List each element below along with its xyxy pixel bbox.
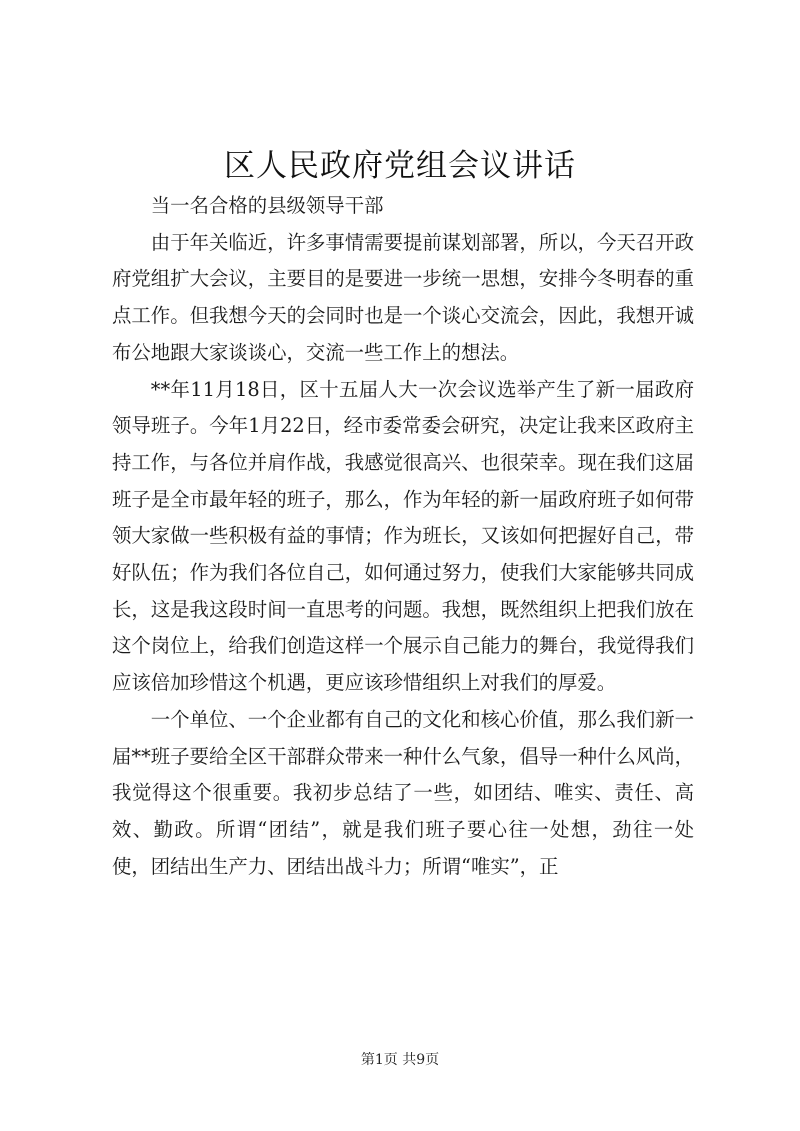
document-body	[112, 188, 694, 885]
document-title: 区人民政府党组会议讲话	[224, 148, 576, 184]
paragraph: 由于年关临近，许多事情需要提前谋划部署，所以，今天召开政府党组扩大会议，主要目的是要进一步统一思想，安排今冬明春的重点工作。但我想今天的会同时也是一个谈心交流会，因此，我想开诚布公地跟大家谈谈心，交流一些工作上的想法。	[112, 230, 694, 364]
paragraph: **年11月18日，区十五届人大一次会议选举产生了新一届政府领导班子。今年1月22日，经市委常委会研究，决定让我来区政府主持工作，与各位并肩作战，我感觉很高兴、也很荣幸。现在我们这届班子是全市最年轻的班子，那么，作为年轻的新一届政府班子如何带领大家做一些积极有益的事情；作为班长，又该如何把握好自己，带好队伍；作为我们各位自己，如何通过努力，使我们大家能够共同成长，这是我这段时间一直思考的问题。我想，既然组织上把我们放在这个岗位上，给我们创造这样一个展示自己能力的舞台，我觉得我们应该倍加珍惜这个机遇，更应该珍惜组织上对我们的厚爱。	[112, 377, 694, 695]
paragraph: 一个单位、一个企业都有自己的文化和核心价值，那么我们新一届**班子要给全区干部群众带来一种什么气象，倡导一种什么风尚，我觉得这个很重要。我初步总结了一些，如团结、唯实、责任、高效、勤政。所谓“团结”，就是我们班子要心往一处想，劲往一处使，团结出生产力、团结出战斗力；所谓“唯实”，正	[112, 707, 694, 878]
paragraph-subtitle: 当一名合格的县级领导干部	[150, 194, 384, 217]
page-footer: 第1页 共9页	[360, 1052, 440, 1068]
